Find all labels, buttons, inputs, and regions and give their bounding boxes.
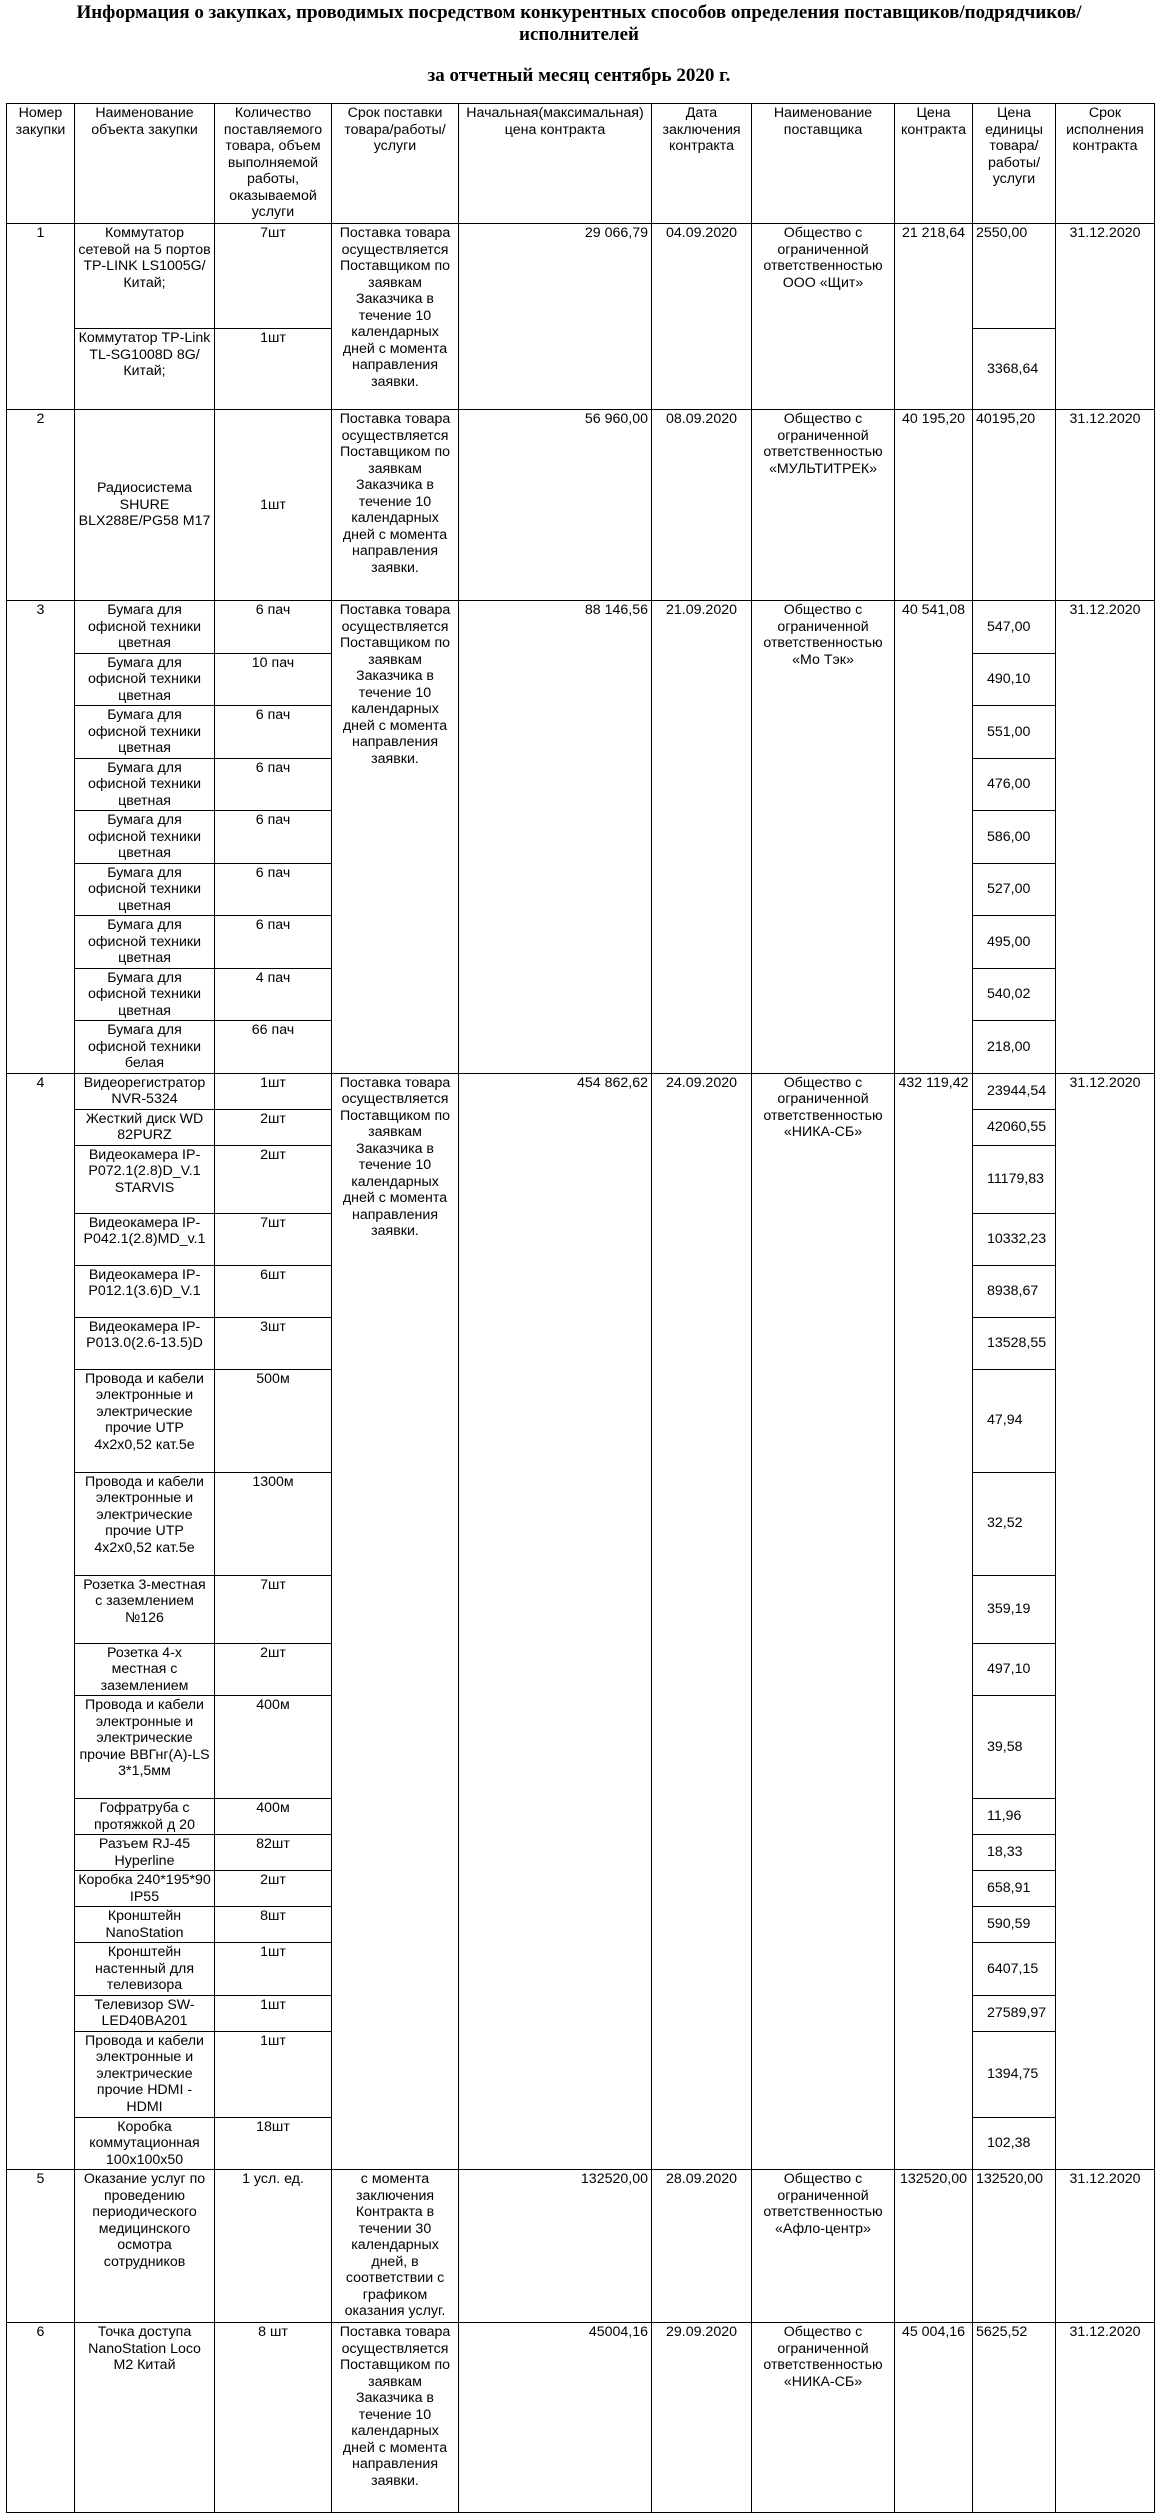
contract-date: 24.09.2020 (652, 1073, 752, 2170)
initial-price: 454 862,62 (459, 1073, 652, 2170)
contract-end-date: 31.12.2020 (1056, 410, 1155, 601)
unit-price: 102,38 (973, 2117, 1056, 2170)
item-name: Кронштейн настенный для телевизора (75, 1943, 215, 1996)
initial-price: 56 960,00 (459, 410, 652, 601)
item-quantity: 6 пач (215, 811, 332, 864)
item-name: Бумага для офисной техники цветная (75, 706, 215, 759)
header-cell: Номер закупки (7, 104, 75, 224)
header-cell: Наименование объекта закупки (75, 104, 215, 224)
purchase-number: 2 (7, 410, 75, 601)
item-name: Кронштейн NanoStation (75, 1907, 215, 1943)
item-quantity: 6 пач (215, 758, 332, 811)
item-name: Коробка 240*195*90 IP55 (75, 1871, 215, 1907)
purchase-number: 3 (7, 601, 75, 1074)
contract-date: 21.09.2020 (652, 601, 752, 1074)
contract-date: 28.09.2020 (652, 2170, 752, 2323)
item-quantity: 2шт (215, 1145, 332, 1213)
item-name: Оказание услуг по проведению периодического медицинского осмотра сотрудников (75, 2170, 215, 2323)
unit-price: 11,96 (973, 1799, 1056, 1835)
table-row (7, 410, 1155, 601)
header-cell: Срок исполнения контракта (1056, 104, 1155, 224)
delivery-term: Поставка товара осуществляется Поставщиком по заявкам Заказчика в течение 10 календарных дней с момента направления заявки. (332, 1073, 459, 2170)
item-quantity: 6 пач (215, 706, 332, 759)
purchase-number: 6 (7, 2323, 75, 2513)
item-name: Коробка коммутационная 100х100х50 (75, 2117, 215, 2170)
item-name: Телевизор SW-LED40BA201 (75, 1995, 215, 2031)
initial-price: 45004,16 (459, 2323, 652, 2513)
item-quantity: 7шт (215, 224, 332, 329)
contract-end-date: 31.12.2020 (1056, 2323, 1155, 2513)
item-quantity: 18шт (215, 2117, 332, 2170)
item-quantity: 6шт (215, 1265, 332, 1317)
header-cell: Цена единицы товара/ работы/ услуги (973, 104, 1056, 224)
purchase-number: 5 (7, 2170, 75, 2323)
delivery-term: с момента заключения Контракта в течении 30 календарных дней, в соответствии с графиком оказания услуг. (332, 2170, 459, 2323)
item-quantity: 400м (215, 1696, 332, 1799)
unit-price: 527,00 (973, 863, 1056, 916)
table-row (7, 1073, 1155, 1109)
item-quantity: 2шт (215, 1643, 332, 1696)
purchases-body (7, 224, 1155, 2513)
initial-price: 132520,00 (459, 2170, 652, 2323)
unit-price: 40195,20 (973, 410, 1056, 601)
unit-price: 495,00 (973, 916, 1056, 969)
unit-price: 6407,15 (973, 1943, 1056, 1996)
unit-price: 551,00 (973, 706, 1056, 759)
item-quantity: 1 усл. ед. (215, 2170, 332, 2323)
unit-price: 1394,75 (973, 2031, 1056, 2117)
unit-price: 8938,67 (973, 1265, 1056, 1317)
header-cell: Дата заключения контракта (652, 104, 752, 224)
unit-price: 497,10 (973, 1643, 1056, 1696)
unit-price: 13528,55 (973, 1317, 1056, 1369)
contract-date: 04.09.2020 (652, 224, 752, 410)
item-name: Точка доступа NanoStation Loco M2 Китай (75, 2323, 215, 2513)
contract-price: 432 119,42 (895, 1073, 973, 2170)
unit-price: 39,58 (973, 1696, 1056, 1799)
unit-price: 23944,54 (973, 1073, 1056, 1109)
supplier-name: Общество с ограниченной ответственностью «Афло-центр» (752, 2170, 895, 2323)
supplier-name: Общество с ограниченной ответственностью «НИКА-СБ» (752, 2323, 895, 2513)
item-name: Коммутатор TP-Link TL-SG1008D 8G/ Китай; (75, 329, 215, 410)
item-name: Провода и кабели электронные и электрические прочие ВВГнг(А)-LS 3*1,5мм (75, 1696, 215, 1799)
item-name: Видеокамера IP-P042.1(2.8)MD_v.1 (75, 1213, 215, 1265)
item-quantity: 1шт (215, 1073, 332, 1109)
item-quantity: 1шт (215, 1943, 332, 1996)
purchases-table (6, 103, 1155, 2513)
item-name: Провода и кабели электронные и электрические прочие HDMI - HDMI (75, 2031, 215, 2117)
initial-price: 88 146,56 (459, 601, 652, 1074)
item-name: Видеокамера IP-P012.1(3.6)D_V.1 (75, 1265, 215, 1317)
delivery-term: Поставка товара осуществляется Поставщиком по заявкам Заказчика в течение 10 календарных дней с момента направления заявки. (332, 410, 459, 601)
item-name: Жесткий диск WD 82PURZ (75, 1109, 215, 1145)
unit-price: 218,00 (973, 1021, 1056, 1074)
item-name: Бумага для офисной техники белая (75, 1021, 215, 1074)
unit-price: 42060,55 (973, 1109, 1056, 1145)
unit-price: 547,00 (973, 601, 1056, 654)
delivery-term: Поставка товара осуществляется Поставщиком по заявкам Заказчика в течение 10 календарных дней с момента направления заявки. (332, 224, 459, 410)
item-quantity: 4 пач (215, 968, 332, 1021)
item-name: Бумага для офисной техники цветная (75, 916, 215, 969)
item-quantity: 8 шт (215, 2323, 332, 2513)
unit-price: 3368,64 (973, 329, 1056, 410)
item-quantity: 2шт (215, 1871, 332, 1907)
contract-price: 45 004,16 (895, 2323, 973, 2513)
supplier-name: Общество с ограниченной ответственностью ООО «Щит» (752, 224, 895, 410)
item-quantity: 6 пач (215, 863, 332, 916)
item-name: Бумага для офисной техники цветная (75, 601, 215, 654)
item-name: Провода и кабели электронные и электрические прочие UTP 4x2x0,52 кат.5е (75, 1369, 215, 1472)
unit-price: 2550,00 (973, 224, 1056, 329)
contract-date: 29.09.2020 (652, 2323, 752, 2513)
item-name: Бумага для офисной техники цветная (75, 811, 215, 864)
unit-price: 5625,52 (973, 2323, 1056, 2513)
header-cell: Цена контракта (895, 104, 973, 224)
item-quantity: 10 пач (215, 653, 332, 706)
item-name: Видеорегистратор NVR-5324 (75, 1073, 215, 1109)
header-row (7, 104, 1155, 224)
item-quantity: 7шт (215, 1575, 332, 1643)
item-name: Бумага для офисной техники цветная (75, 863, 215, 916)
item-quantity: 6 пач (215, 916, 332, 969)
item-name: Бумага для офисной техники цветная (75, 653, 215, 706)
item-name: Радиосистема SHURE BLX288E/PG58 M17 (75, 410, 215, 601)
item-quantity: 3шт (215, 1317, 332, 1369)
item-name: Видеокамера IP-P013.0(2.6-13.5)D (75, 1317, 215, 1369)
item-quantity: 2шт (215, 1109, 332, 1145)
item-quantity: 500м (215, 1369, 332, 1472)
unit-price: 658,91 (973, 1871, 1056, 1907)
item-quantity: 1300м (215, 1472, 332, 1575)
contract-end-date: 31.12.2020 (1056, 224, 1155, 410)
supplier-name: Общество с ограниченной ответственностью «Мо Тэк» (752, 601, 895, 1074)
item-quantity: 1шт (215, 410, 332, 601)
document-title (20, 2, 1138, 46)
unit-price: 27589,97 (973, 1995, 1056, 2031)
delivery-term: Поставка товара осуществляется Поставщиком по заявкам Заказчика в течение 10 календарных дней с момента направления заявки. (332, 2323, 459, 2513)
unit-price: 540,02 (973, 968, 1056, 1021)
table-row (7, 2170, 1155, 2323)
report-period: за отчетный месяц сентябрь 2020 г. (427, 65, 731, 86)
item-name: Гофратруба с протяжкой д 20 (75, 1799, 215, 1835)
header-cell: Начальная(максимальная) цена контракта (459, 104, 652, 224)
header-cell: Количество поставляемого товара, объем выполняемой работы, оказываемой услуги (215, 104, 332, 224)
header-cell: Срок поставки товара/работы/ услуги (332, 104, 459, 224)
unit-price: 10332,23 (973, 1213, 1056, 1265)
item-quantity: 1шт (215, 2031, 332, 2117)
item-quantity: 7шт (215, 1213, 332, 1265)
item-name: Коммутатор сетевой на 5 портов TP-LINK LS1005G/ Китай; (75, 224, 215, 329)
contract-price: 40 195,20 (895, 410, 973, 601)
item-name: Бумага для офисной техники цветная (75, 758, 215, 811)
contract-date: 08.09.2020 (652, 410, 752, 601)
unit-price: 32,52 (973, 1472, 1056, 1575)
delivery-term: Поставка товара осуществляется Поставщиком по заявкам Заказчика в течение 10 календарных дней с момента направления заявки. (332, 601, 459, 1074)
item-name: Разъем RJ-45 Hyperline (75, 1835, 215, 1871)
unit-price: 47,94 (973, 1369, 1056, 1472)
table-row (7, 2323, 1155, 2513)
item-name: Бумага для офисной техники цветная (75, 968, 215, 1021)
unit-price: 359,19 (973, 1575, 1056, 1643)
unit-price: 11179,83 (973, 1145, 1056, 1213)
unit-price: 18,33 (973, 1835, 1056, 1871)
contract-price: 40 541,08 (895, 601, 973, 1074)
unit-price: 586,00 (973, 811, 1056, 864)
contract-end-date: 31.12.2020 (1056, 2170, 1155, 2323)
purchase-number: 4 (7, 1073, 75, 2170)
contract-end-date: 31.12.2020 (1056, 1073, 1155, 2170)
item-quantity: 8шт (215, 1907, 332, 1943)
unit-price: 490,10 (973, 653, 1056, 706)
item-name: Видеокамера IP-P072.1(2.8)D_V.1 STARVIS (75, 1145, 215, 1213)
supplier-name: Общество с ограниченной ответственностью «НИКА-СБ» (752, 1073, 895, 2170)
item-quantity: 1шт (215, 1995, 332, 2031)
unit-price: 132520,00 (973, 2170, 1056, 2323)
unit-price: 476,00 (973, 758, 1056, 811)
item-quantity: 400м (215, 1799, 332, 1835)
contract-price: 132520,00 (895, 2170, 973, 2323)
item-quantity: 1шт (215, 329, 332, 410)
header-cell: Наименование поставщика (752, 104, 895, 224)
item-quantity: 82шт (215, 1835, 332, 1871)
item-name: Провода и кабели электронные и электрические прочие UTP 4x2x0,52 кат.5е (75, 1472, 215, 1575)
supplier-name: Общество с ограниченной ответственностью «МУЛЬТИТРЕК» (752, 410, 895, 601)
title-line-1: Информация о закупках, проводимых посредством конкурентных способов определения поставщиков/подрядчиков/ (76, 2, 1082, 23)
table-row (7, 601, 1155, 654)
initial-price: 29 066,79 (459, 224, 652, 410)
item-quantity: 6 пач (215, 601, 332, 654)
unit-price: 590,59 (973, 1907, 1056, 1943)
item-quantity: 66 пач (215, 1021, 332, 1074)
item-name: Розетка 3-местная с заземлением №126 (75, 1575, 215, 1643)
contract-end-date: 31.12.2020 (1056, 601, 1155, 1074)
purchase-number: 1 (7, 224, 75, 410)
item-name: Розетка 4-х местная с заземлением (75, 1643, 215, 1696)
contract-price: 21 218,64 (895, 224, 973, 410)
table-row (7, 224, 1155, 329)
title-line-2: исполнителей (519, 24, 639, 45)
